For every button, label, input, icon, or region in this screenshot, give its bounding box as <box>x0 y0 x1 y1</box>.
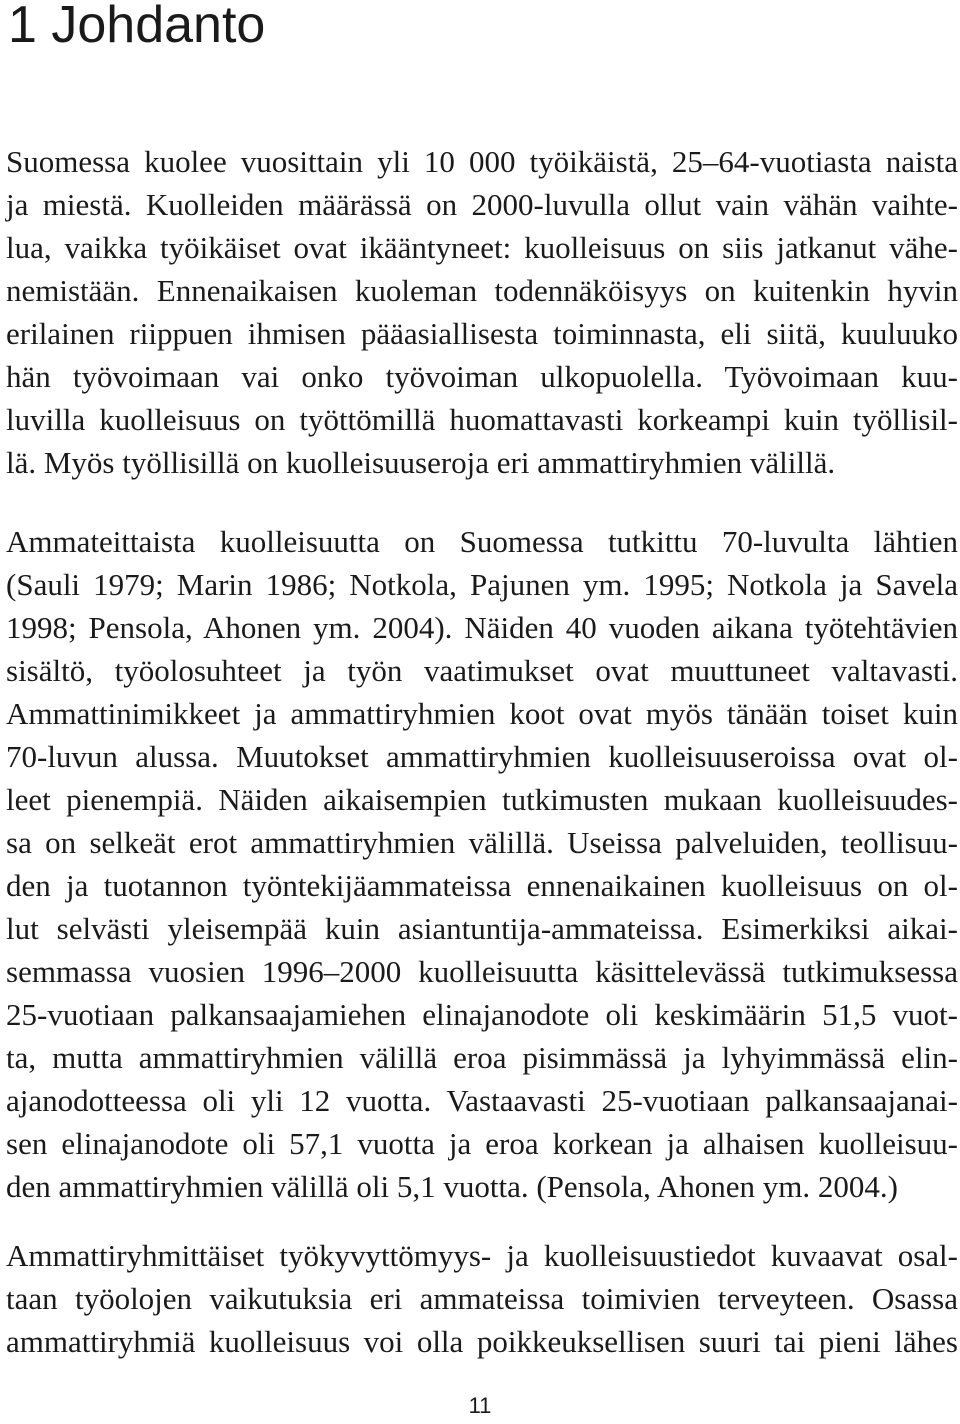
text-line: semmassa vuosien 1996–2000 kuolleisuutta käsittelevässä tutkimuksessa <box>6 954 958 989</box>
text-line: ja miestä. Kuolleiden määrässä on 2000-luvulla ollut vain vähän vaihte- <box>6 187 958 222</box>
text-line: (Sauli 1979; Marin 1986; Notkola, Pajunen ym. 1995; Notkola ja Savela <box>6 567 958 602</box>
text-line: taan työolojen vaikutuksia eri ammateissa toimivien terveyteen. Osassa <box>6 1281 958 1316</box>
chapter-heading: 1 Johdanto <box>8 0 266 54</box>
text-line: Suomessa kuolee vuosittain yli 10 000 työikäistä, 25–64-vuotiasta naista <box>6 144 958 179</box>
text-line: den ammattiryhmien välillä oli 5,1 vuotta. (Pensola, Ahonen ym. 2004.) <box>6 1169 898 1204</box>
text-line: sisältö, työolosuhteet ja työn vaatimukset ovat muuttuneet valtavasti. <box>6 653 958 688</box>
text-line: sen elinajanodote oli 57,1 vuotta ja eroa korkean ja alhaisen kuolleisuu- <box>6 1126 958 1161</box>
paragraph-3 <box>0 1234 960 1363</box>
text-line: 25-vuotiaan palkansaajamiehen elinajanodote oli keskimäärin 51,5 vuot- <box>6 997 958 1032</box>
paragraph-2 <box>0 520 960 1208</box>
text-line: Ammateittaista kuolleisuutta on Suomessa tutkittu 70-luvulta lähtien <box>6 524 958 559</box>
text-line: leet pienempiä. Näiden aikaisempien tutkimusten mukaan kuolleisuudes- <box>6 782 958 817</box>
text-line: lut selvästi yleisempää kuin asiantuntija-ammateissa. Esimerkiksi aikai- <box>6 911 958 946</box>
text-line: luvilla kuolleisuus on työttömillä huomattavasti korkeampi kuin työllisil- <box>6 402 958 437</box>
text-line: den ja tuotannon työntekijäammateissa ennenaikainen kuolleisuus on ol- <box>6 868 958 903</box>
text-line: erilainen riippuen ihmisen pääasiallisesta toiminnasta, eli siitä, kuuluuko <box>6 316 958 351</box>
paragraph-1 <box>0 140 960 484</box>
text-line: hän työvoimaan vai onko työvoiman ulkopuolella. Työvoimaan kuu- <box>6 359 958 394</box>
text-line: Ammattiryhmittäiset työkyvyttömyys- ja kuolleisuustiedot kuvaavat osal- <box>6 1238 958 1273</box>
text-line: ammattiryhmiä kuolleisuus voi olla poikkeuksellisen suuri tai pieni lähes <box>6 1324 958 1359</box>
text-line: sa on selkeät erot ammattiryhmien välillä. Useissa palveluiden, teollisuu- <box>6 825 958 860</box>
text-line: 70-luvun alussa. Muutokset ammattiryhmien kuolleisuuseroissa ovat ol- <box>6 739 958 774</box>
text-line: nemistään. Ennenaikaisen kuoleman todennäköisyys on kuitenkin hyvin <box>6 273 958 308</box>
text-line: ta, mutta ammattiryhmien välillä eroa pisimmässä ja lyhyimmässä elin- <box>6 1040 958 1075</box>
page-number: 11 <box>468 1393 492 1418</box>
text-line: 1998; Pensola, Ahonen ym. 2004). Näiden 40 vuoden aikana työtehtävien <box>6 610 958 645</box>
text-line: lua, vaikka työikäiset ovat ikääntyneet: kuolleisuus on siis jatkanut vähe- <box>6 230 958 265</box>
text-line: lä. Myös työllisillä on kuolleisuuseroja eri ammattiryhmien välillä. <box>6 445 836 480</box>
text-line: ajanodotteessa oli yli 12 vuotta. Vastaavasti 25-vuotiaan palkansaajanai- <box>6 1083 958 1118</box>
text-line: Ammattinimikkeet ja ammattiryhmien koot ovat myös tänään toiset kuin <box>6 696 958 731</box>
